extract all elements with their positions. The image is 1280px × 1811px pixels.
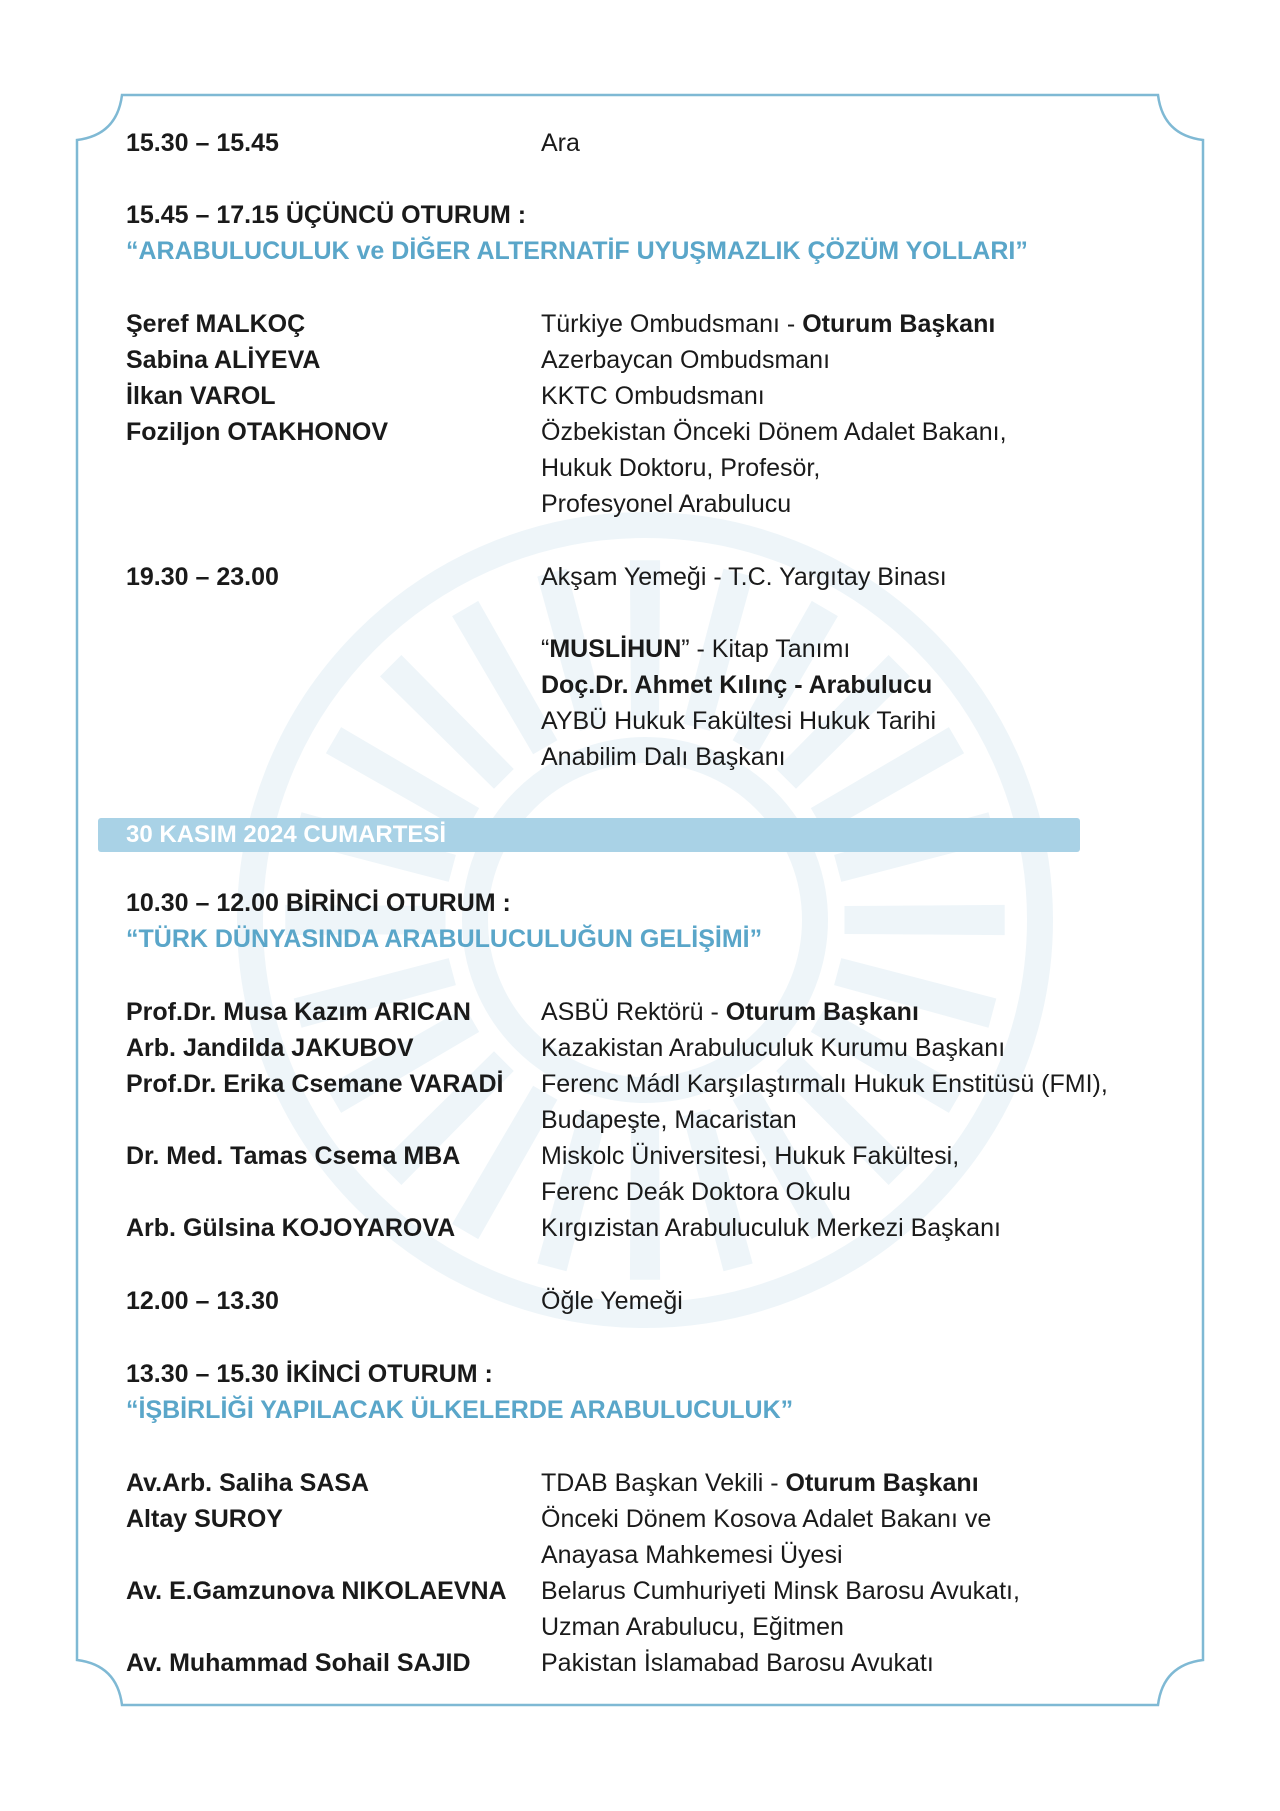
- speaker-role: Önceki Dönem Kosova Adalet Bakanı ve: [541, 1505, 992, 1533]
- speaker-name: Altay SUROY: [126, 1505, 283, 1533]
- book-title: MUSLİHUN: [549, 635, 682, 663]
- author-affiliation: Anabilim Dalı Başkanı: [541, 743, 786, 771]
- session3-heading-row: [126, 197, 1186, 233]
- author-name: Doç.Dr. Ahmet Kılınç - Arabulucu: [541, 671, 933, 699]
- speaker-role: Ferenc Deák Doktora Okulu: [541, 1178, 851, 1206]
- speaker-name: Foziljon OTAKHONOV: [126, 418, 389, 446]
- session3-heading: 15.45 – 17.15 ÜÇÜNCÜ OTURUM :: [126, 201, 527, 229]
- speaker-role-continuation: [126, 1102, 1186, 1138]
- speaker-name: Dr. Med. Tamas Csema MBA: [126, 1142, 461, 1170]
- speaker-row: [126, 1138, 1186, 1174]
- session1-title: “TÜRK DÜNYASINDA ARABULUCULUĞUN GELİŞİMİ”: [126, 925, 763, 953]
- speaker-row: [126, 1573, 1186, 1609]
- dinner-text: Akşam Yemeği - T.C. Yargıtay Binası: [541, 563, 947, 591]
- speaker-role: Kazakistan Arabuluculuk Kurumu Başkanı: [541, 1034, 1006, 1062]
- speaker-role: ASBÜ Rektörü - Oturum Başkanı: [541, 998, 919, 1026]
- session2-title: “İŞBİRLİĞİ YAPILACAK ÜLKELERDE ARABULUCULUK”: [126, 1396, 794, 1424]
- speaker-name: Arb. Gülsina KOJOYAROVA: [126, 1214, 456, 1242]
- book-row: [126, 631, 1186, 667]
- speaker-role-continuation: [126, 1537, 1186, 1573]
- speaker-row: [126, 1066, 1186, 1102]
- speaker-role-continuation: [126, 1174, 1186, 1210]
- book-intro: “MUSLİHUN” - Kitap Tanımı: [541, 635, 851, 663]
- speaker-name: Sabina ALİYEVA: [126, 346, 321, 374]
- speaker-row: [126, 1465, 1186, 1501]
- speaker-row: [126, 378, 1186, 414]
- lunch-text: Öğle Yemeği: [541, 1287, 683, 1315]
- break-time: 15.30 – 15.45: [126, 129, 279, 157]
- speaker-name: İlkan VAROL: [126, 382, 276, 410]
- speaker-role-continuation: [126, 486, 1186, 522]
- author-affiliation: AYBÜ Hukuk Fakültesi Hukuk Tarihi: [541, 707, 937, 735]
- speaker-name: Av.Arb. Saliha SASA: [126, 1469, 370, 1497]
- session2-heading: 13.30 – 15.30 İKİNCİ OTURUM :: [126, 1360, 493, 1388]
- author-affiliation-row: [126, 703, 1186, 739]
- speaker-role: Pakistan İslamabad Barosu Avukatı: [541, 1649, 934, 1677]
- speaker-name: Av. Muhammad Sohail SAJID: [126, 1649, 471, 1677]
- speaker-row: [126, 1210, 1186, 1246]
- speaker-role: Budapeşte, Macaristan: [541, 1106, 797, 1134]
- date-band-label: 30 KASIM 2024 CUMARTESİ: [126, 821, 447, 848]
- speaker-row: [126, 1645, 1186, 1681]
- session2-title-row: [126, 1392, 1186, 1428]
- speaker-role-continuation: [126, 450, 1186, 486]
- lunch-time: 12.00 – 13.30: [126, 1287, 279, 1315]
- session2-heading-row: [126, 1356, 1186, 1392]
- speaker-role: Ferenc Mádl Karşılaştırmalı Hukuk Enstitüsü (FMI),: [541, 1070, 1108, 1098]
- session3-title: “ARABULUCULUK ve DİĞER ALTERNATİF UYUŞMAZLIK ÇÖZÜM YOLLARI”: [126, 237, 1028, 265]
- speaker-row: [126, 1501, 1186, 1537]
- speaker-role: Özbekistan Önceki Dönem Adalet Bakanı,: [541, 418, 1007, 446]
- speaker-role: KKTC Ombudsmanı: [541, 382, 765, 410]
- speaker-role: Türkiye Ombudsmanı - Oturum Başkanı: [541, 310, 996, 338]
- speaker-role: Kırgızistan Arabuluculuk Merkezi Başkanı: [541, 1214, 1001, 1242]
- dinner-time: 19.30 – 23.00: [126, 563, 279, 591]
- chair-label: Oturum Başkanı: [785, 1469, 979, 1497]
- speaker-role: Miskolc Üniversitesi, Hukuk Fakültesi,: [541, 1142, 960, 1170]
- session1-heading: 10.30 – 12.00 BİRİNCİ OTURUM :: [126, 889, 511, 917]
- session1-heading-row: [126, 885, 1186, 921]
- speaker-role: Belarus Cumhuriyeti Minsk Barosu Avukatı,: [541, 1577, 1020, 1605]
- speaker-name: Prof.Dr. Musa Kazım ARICAN: [126, 998, 471, 1026]
- speaker-role: Azerbaycan Ombudsmanı: [541, 346, 831, 374]
- break-text: Ara: [541, 129, 580, 157]
- speaker-row: [126, 994, 1186, 1030]
- chair-label: Oturum Başkanı: [802, 310, 996, 338]
- session3-title-row: [126, 233, 1186, 269]
- speaker-role-continuation: [126, 1609, 1186, 1645]
- speaker-name: Arb. Jandilda JAKUBOV: [126, 1034, 414, 1062]
- speaker-name: Av. E.Gamzunova NIKOLAEVNA: [126, 1577, 507, 1605]
- dinner-row: [126, 559, 1186, 595]
- speaker-role: Profesyonel Arabulucu: [541, 490, 792, 518]
- speaker-role: Uzman Arabulucu, Eğitmen: [541, 1613, 844, 1641]
- break-row: [126, 125, 1186, 161]
- date-band: [98, 818, 1080, 852]
- session1-title-row: [126, 921, 1186, 957]
- speaker-row: [126, 414, 1186, 450]
- lunch-row: [126, 1283, 1186, 1319]
- speaker-role: TDAB Başkan Vekili - Oturum Başkanı: [541, 1469, 979, 1497]
- speaker-role: Anayasa Mahkemesi Üyesi: [541, 1541, 843, 1569]
- speaker-role: Hukuk Doktoru, Profesör,: [541, 454, 821, 482]
- speaker-name: Şeref MALKOÇ: [126, 310, 306, 338]
- author-row: [126, 667, 1186, 703]
- speaker-row: [126, 306, 1186, 342]
- author-affiliation-row: [126, 739, 1186, 775]
- speaker-row: [126, 1030, 1186, 1066]
- speaker-name: Prof.Dr. Erika Csemane VARADİ: [126, 1070, 504, 1098]
- chair-label: Oturum Başkanı: [725, 998, 919, 1026]
- speaker-row: [126, 342, 1186, 378]
